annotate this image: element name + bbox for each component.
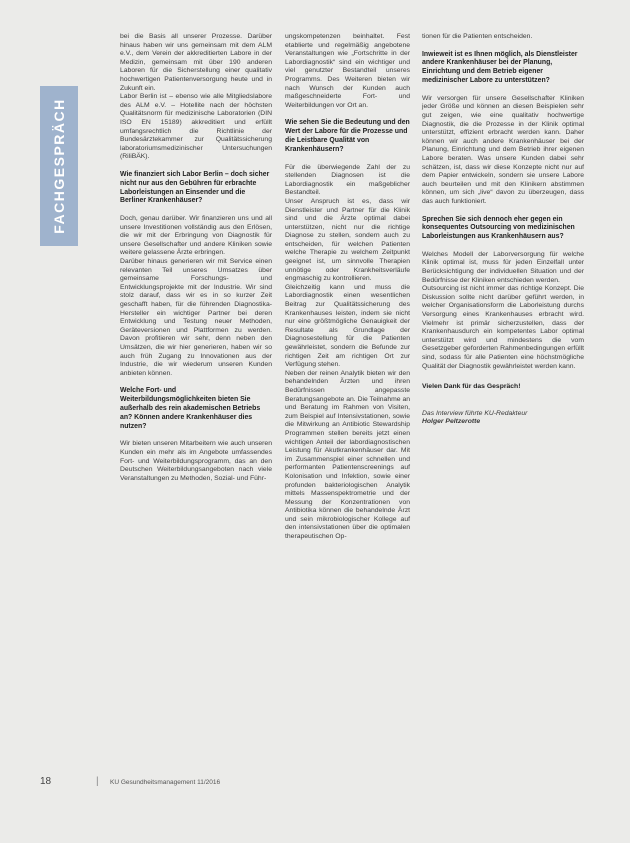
col2-paragraph-4: Gleichzeitig kann und muss die Labordiagnostik einen wesentlichen Beitrag zur Qualitätssicherung des Krankenhauses leisten, indem sie nicht nur eine größtmögliche Genauigkeit der Resultate als Grundlage der Diagnosestellung für die Patienten gewährleistet, sondern die Befunde zur richtigen Zeit am richtigen Ort zur Verfügung stehen. (285, 283, 410, 369)
section-tab (40, 86, 78, 246)
interview-credit (422, 410, 584, 427)
col2-paragraph-1: ungskompetenzen beinhaltet. Fest etablierte und regelmäßig angebotene Veranstaltungen wie „Fortschritte in der Labordiagnostik“ sind ein wichtiger und viel genutzter Bestandteil unseres Programms. Des Weiteren bieten wir nach Wunsch der Kunden auch maßgeschneiderte Fort- und Weiterbildungen vor Ort an. (285, 33, 410, 109)
col2-paragraph-3: Unser Anspruch ist es, dass wir Dienstleister und Partner für die Klinik sind und die Ärzte optimal dabei unterstützen, nicht nur die richtige Diagnose zu stellen, sondern auch zu entscheiden, für welchen Patienten welche Therapie zu welchem Zeitpunkt geeignet ist, um sinnvolle Therapien unnötige oder Krankheitsverläufe engmaschig zu kontrollieren. (285, 197, 410, 283)
column-3 (422, 33, 584, 427)
closing-thanks: Vielen Dank für das Gespräch! (422, 383, 521, 391)
col3-question-1: Inwieweit ist es Ihnen möglich, als Dienstleister andere Krankenhäuser bei der Planung, Einrichtung und dem Betrieb eigener medizinischer Labore zu unterstützen? (422, 50, 578, 84)
col1-question-1: Wie finanziert sich Labor Berlin – doch sicher nicht nur aus den Gebühren für erbrachte Laborleistungen an Einsender und die Berliner Krankenhäuser? (120, 170, 270, 205)
col1-paragraph-5: Wir bieten unseren Mitarbeitern wie auch unseren Kunden ein mehr als im Angebote umfassendes Fort- und Weiterbildungsprogramm, das an den Deutschen Weiterbildungsangeboten nach viele Veranstaltungen zu Methoden, Sozial- und Führ- (120, 440, 272, 482)
footer-divider: | (96, 776, 99, 787)
col1-paragraph-2: Labor Berlin ist – ebenso wie alle Mitgliedslabore des ALM e.V. – Hotellite nach der höchsten Qualitätsnorm für medizinische Laboratorien (DIN ISO EN 15189) akkreditiert und erfüllt umfangsrechtlich die Richtlinie der Bundesärztekammer zur Qualitätssicherung laboratoriumsmedizinischer Untersuchungen (RiliBÄK). (120, 93, 272, 161)
col3-paragraph-3: Welches Modell der Laborversorgung für welche Klinik optimal ist, muss für jeden Einzelfall unter Berücksichtigung der individuellen Situation und der Bedürfnisse der Kliniken entschieden werden. (422, 250, 584, 284)
col2-question-1: Wie sehen Sie die Bedeutung und den Wert der Labore für die Prozesse und die Leistbare Qualität von Krankenhäusern? (285, 119, 410, 153)
col1-paragraph-4: Darüber hinaus generieren wir mit Service einen relevanten Teil unseres Umsatzes über gemeinsame Forschungs- und Entwicklungsprojekte mit der Industrie. Wir sind stolz darauf, dass wir es in so kurzer Zeit geschafft haben, für die führenden Diagnostika-Hersteller ein wichtiger Partner bei deren Entwicklung und Testung neuer Methoden, Geräteversionen und Plattformen zu werden. Davon profitieren wir sehr, denn neben den Umsätzen, die wir hier generieren, haben wir so auch früh Zugang zu Innovationen aus der Industrie, die wir wiederum unseren Kunden anbieten können. (120, 258, 272, 377)
section-label: FACHGESPRÄCH (51, 98, 67, 234)
page-number: 18 (40, 776, 52, 787)
column-2 (285, 33, 410, 542)
col3-paragraph-1: tionen für die Patienten entscheiden. (422, 33, 533, 40)
col1-paragraph-1: bei die Basis all unserer Prozesse. Darüber hinaus haben wir uns gemeinsam mit dem ALM e.V., dem Verein der akkreditierten Labore in der Medizin, gemeinsam mit über 190 anderen Laboren für die Sicherstellung einer qualitativ hochwertigen Patientenversorgung heute und in Zukunft ein. (120, 33, 272, 92)
col1-question-2: Welche Fort- und Weiterbildungsmöglichkeiten bieten Sie außerhalb des rein akademischen Betriebs an? Können andere Krankenhäuser dies nutzen? (120, 387, 261, 430)
column-1 (120, 33, 272, 483)
col3-paragraph-2: Wir versorgen für unsere Gesellschafter Kliniken jeder Größe und können an diesen Beispielen sehr gut zeigen, wie eine qualitativ hochwertige Diagnostik, die die Prozesse in der Klinik optimal unterstützt, effizient erbracht werden kann. Daher können wir auch andere Krankenhäuser bei der Planung, Einrichtung und dem Betrieb ihrer eigenen Labore beraten. Was unsere Kunden dabei sehr schätzen, ist, dass wir diese Konzepte nicht nur auf dem Papier entwickeln, sondern sie unsere Labore auch beurteilen und mit den Klinikern abstimmen können, um sich „live“ davon zu überzeugen, dass das auch funktioniert. (422, 94, 584, 205)
col3-question-2: Sprechen Sie sich dennoch eher gegen ein konsequentes Outsourcing von medizinischen Laborleistungen aus Krankenhäusern aus? (422, 215, 575, 241)
col2-paragraph-5: Neben der reinen Analytik bieten wir den behandelnden Ärzten und ihren Bedürfnissen angepasste Beratungsangebote an. Die Teilnahme an und Beratung im Rahmen von Visiten, zum Beispiel auf Intensivstationen, sowie die Mitwirkung an Antibiotic Stewardship Programmen stellen bereits jetzt einen wichtigen Anteil der labordiagnostischen Leistung für Akutkrankenhäuser dar. Mit im Zusammenspiel einer schnellen und performanten Patientenscreenings auf Kolonisation und Infektion, sowie einer profunden bakteriologischen Analytik mittels Massenspektrometrie und der Messung der Konzentrationen von Antibiotika können die behandelnde Ärzt und sein mikrobiologischer Kollege auf den intensivstationen über die optimalen therapeutischen Op- (285, 369, 410, 541)
publication-name: KU Gesundheitsmanagement 11/2016 (110, 779, 221, 786)
col2-paragraph-2: Für die überwiegende Zahl der zu stellenden Diagnosen ist die Labordiagnostik ein maßgeblicher Bestandteil. (285, 163, 410, 197)
col3-paragraph-4: Outsourcing ist nicht immer das richtige Konzept. Die Diskussion sollte nicht darüber geführt werden, in welcher Organisationsform die Laborleistung durchs Versorgung eines Krankenhauses erbracht wird. Vielmehr ist primär sicherzustellen, dass der Krankenhausdurch ein kompetentes Labor optimal unterstützt wird und mindestens die vom Gesetzgeber geforderten Rahmenbedingungen erfüllt sind, sodass für alle Patienten eine höchstmögliche Qualität der Diagnostik gewährleistet werden kann. (422, 285, 584, 370)
col1-paragraph-3: Doch, genau darüber. Wir finanzieren uns und all unsere Investitionen vollständig aus den Erlösen, die wir mit der Erbringung von Diagnostik für unsere Gesellschafter und andere Kliniken sowie weitere gelassene Ärzte erbringen. (120, 215, 272, 257)
credit-name: Holger Peltzerotte (422, 418, 481, 426)
credit-line: Das Interview führte KU-Redakteur (422, 409, 528, 417)
